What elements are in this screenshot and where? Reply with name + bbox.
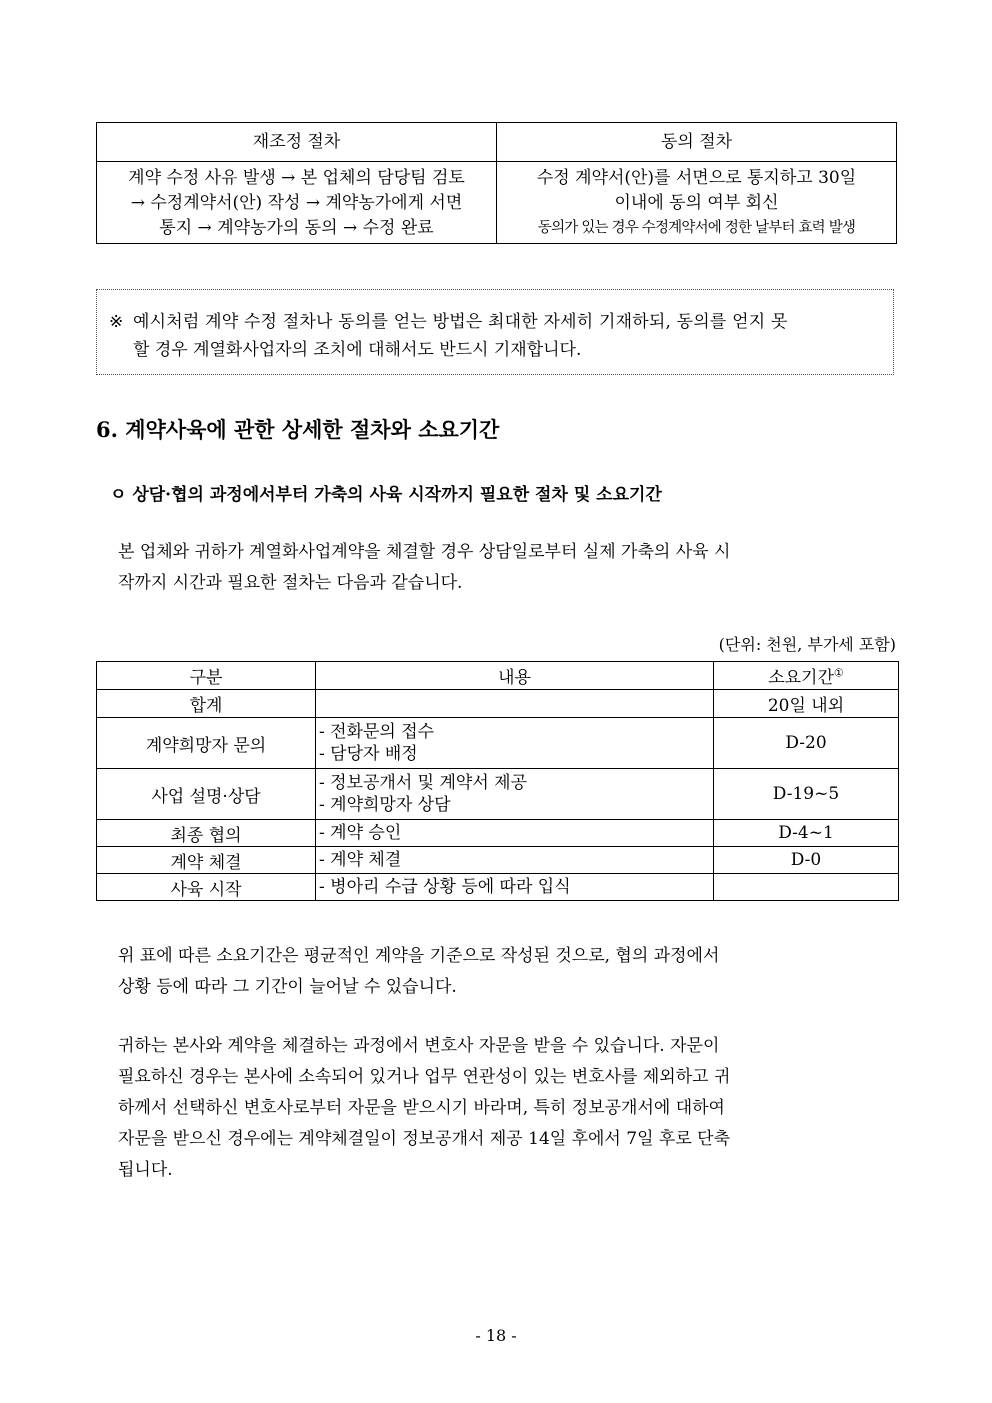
procedure-table-header xyxy=(97,123,897,162)
procedure-table-row xyxy=(97,162,897,244)
reference-mark-icon: ※ xyxy=(109,312,124,332)
header-category: 구분 xyxy=(97,662,316,690)
row-period: D-0 xyxy=(714,847,899,874)
paragraph-line: 위 표에 따른 소요기간은 평균적인 계약을 기준으로 작성된 것으로, 협의 과정에서 xyxy=(118,946,720,966)
paragraph-line: 상황 등에 따라 그 기간이 늘어날 수 있습니다. xyxy=(118,977,457,997)
row-content xyxy=(316,769,714,820)
row-period: D-20 xyxy=(714,718,899,769)
intro-paragraph xyxy=(118,537,896,599)
row-category: 합계 xyxy=(97,690,316,718)
duration-table-header xyxy=(97,662,899,690)
note-line: 할 경우 계열화사업자의 조치에 대해서도 반드시 기재합니다. xyxy=(133,340,582,360)
row-period: 20일 내외 xyxy=(714,690,899,718)
page-number: - 18 - xyxy=(475,1326,517,1345)
table-row xyxy=(97,769,899,820)
content-item: - 전화문의 접수 xyxy=(319,722,435,742)
header-content: 내용 xyxy=(316,662,714,690)
row-category: 계약희망자 문의 xyxy=(97,718,316,769)
row-content: - 계약 승인 xyxy=(316,820,714,847)
table-row xyxy=(97,690,899,718)
content-item: - 정보공개서 및 계약서 제공 xyxy=(319,773,528,793)
paragraph-line: 하께서 선택하신 변호사로부터 자문을 받으시기 바라며, 특히 정보공개서에 대하여 xyxy=(118,1098,725,1118)
consent-line: 동의가 있는 경우 수정계약서에 정한 날부터 효력 발생 xyxy=(537,220,856,236)
consent-line: 이내에 동의 여부 회신 xyxy=(614,193,779,213)
row-period xyxy=(714,874,899,901)
content-item: - 계약희망자 상담 xyxy=(319,795,451,815)
after-table-paragraph xyxy=(118,941,896,1003)
table-row xyxy=(97,847,899,874)
row-category: 사육 시작 xyxy=(97,874,316,901)
footnote-marker: ① xyxy=(833,666,844,680)
row-category: 최종 협의 xyxy=(97,820,316,847)
row-category: 계약 체결 xyxy=(97,847,316,874)
paragraph-line: 필요하신 경우는 본사에 소속되어 있거나 업무 연관성이 있는 변호사를 제외하고 귀 xyxy=(118,1067,731,1087)
row-content: - 병아리 수급 상황 등에 따라 입식 xyxy=(316,874,714,901)
table-row xyxy=(97,874,899,901)
duration-table xyxy=(96,661,899,901)
note-line: 예시처럼 계약 수정 절차나 동의를 얻는 방법은 최대한 자세히 기재하되, 동의를 얻지 못 xyxy=(133,312,788,332)
section-title: 6. 계약사육에 관한 상세한 절차와 소요기간 xyxy=(96,417,500,442)
consent-line: 수정 계약서(안)를 서면으로 통지하고 30일 xyxy=(536,168,857,188)
table-row xyxy=(97,820,899,847)
readjust-line: → 수정계약서(안) 작성 → 계약농가에게 서면 xyxy=(130,193,463,213)
paragraph-line: 본 업체와 귀하가 계열화사업계약을 체결할 경우 상담일로부터 실제 가축의 사육 시 xyxy=(118,542,731,562)
header-period-label: 소요기간 xyxy=(768,668,834,688)
paragraph-line: 작까지 시간과 필요한 절차는 다음과 같습니다. xyxy=(118,573,463,593)
readjust-line: 계약 수정 사유 발생 → 본 업체의 담당팀 검토 xyxy=(128,168,465,188)
procedure-header-readjust: 재조정 절차 xyxy=(97,123,497,162)
consent-procedure-cell xyxy=(497,162,897,244)
row-period: D-19~5 xyxy=(714,769,899,820)
readjust-line: 통지 → 계약농가의 동의 → 수정 완료 xyxy=(159,218,434,238)
subheading: ㅇ 상담·협의 과정에서부터 가축의 사육 시작까지 필요한 절차 및 소요기간 xyxy=(110,485,662,505)
procedure-table xyxy=(96,122,897,244)
procedure-header-consent: 동의 절차 xyxy=(497,123,897,162)
note-box xyxy=(96,289,894,375)
row-content xyxy=(316,718,714,769)
header-period xyxy=(714,662,899,690)
paragraph-line: 귀하는 본사와 계약을 체결하는 과정에서 변호사 자문을 받을 수 있습니다. 자문이 xyxy=(118,1036,720,1056)
row-category: 사업 설명·상담 xyxy=(97,769,316,820)
content-item: - 담당자 배정 xyxy=(319,744,418,764)
readjust-procedure-cell xyxy=(97,162,497,244)
paragraph-line: 됩니다. xyxy=(118,1160,173,1180)
unit-note: (단위: 천원, 부가세 포함) xyxy=(718,635,896,654)
row-content xyxy=(316,690,714,718)
row-period: D-4~1 xyxy=(714,820,899,847)
advice-paragraph xyxy=(118,1031,896,1186)
paragraph-line: 자문을 받으신 경우에는 계약체결일이 정보공개서 제공 14일 후에서 7일 후로 단축 xyxy=(118,1129,730,1149)
table-row xyxy=(97,718,899,769)
row-content: - 계약 체결 xyxy=(316,847,714,874)
